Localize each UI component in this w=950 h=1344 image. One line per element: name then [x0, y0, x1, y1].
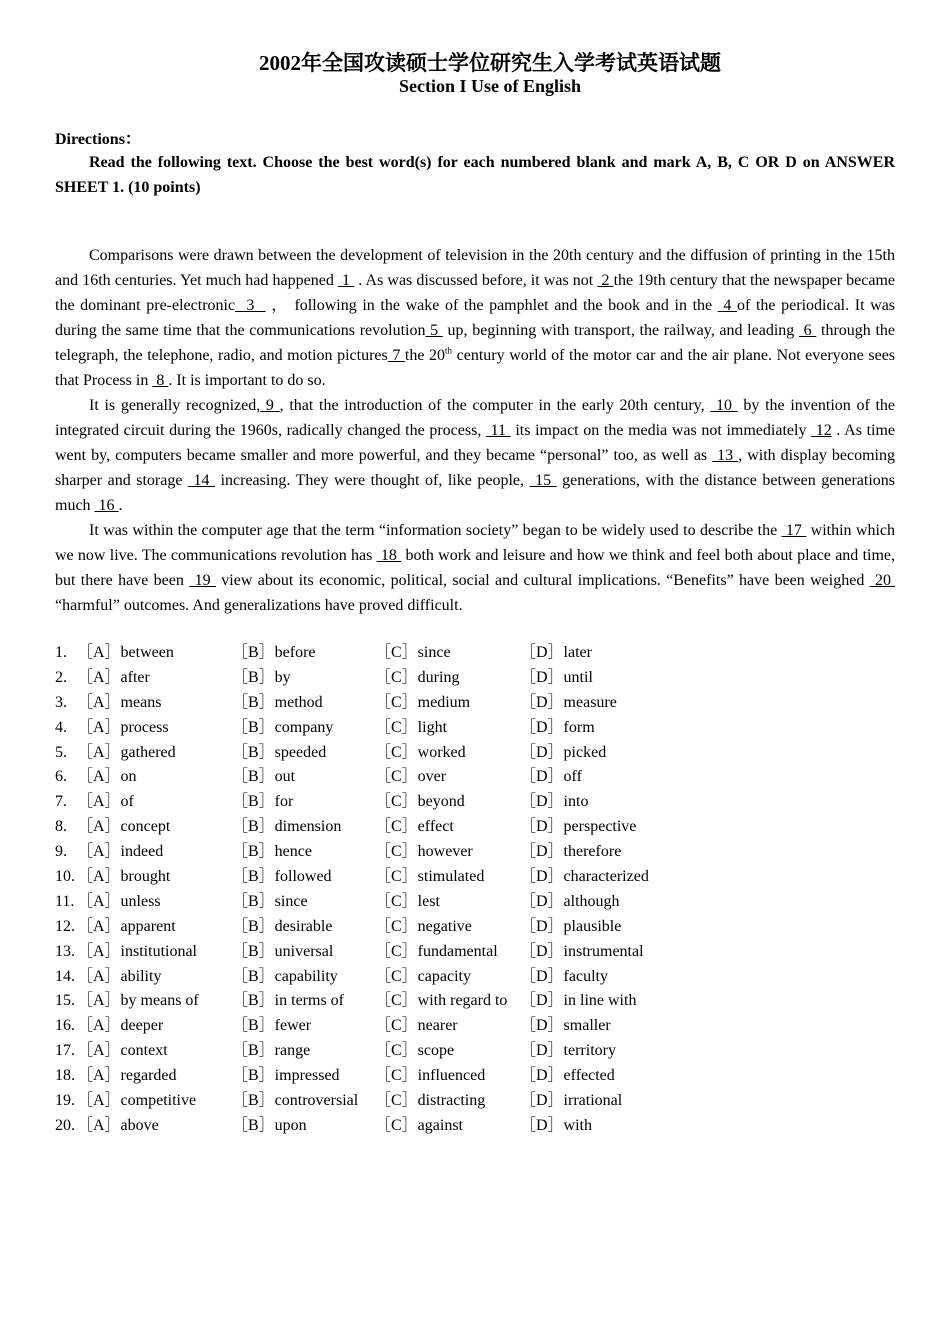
- question-11-options: [55, 890, 755, 915]
- option-d: ［D］in line with: [520, 992, 637, 1010]
- option-c: ［C］effect: [375, 818, 454, 836]
- question-2-options: [55, 666, 755, 691]
- option-b: ［B］dimension: [232, 818, 342, 836]
- cloze-passage: [55, 243, 895, 618]
- blank-17: 17: [781, 522, 807, 539]
- question-number: 4.: [55, 718, 67, 736]
- blank-5: 5: [425, 322, 443, 339]
- option-b: ［B］out: [232, 768, 296, 786]
- directions-label: Directions：: [55, 131, 141, 148]
- passage-text: It is generally recognized,: [89, 397, 261, 414]
- blank-3: 3: [235, 297, 266, 314]
- option-c: ［C］since: [375, 644, 451, 661]
- option-a: ［A］competitive: [77, 1092, 197, 1110]
- question-1-options: [55, 641, 755, 666]
- option-c: ［C］influenced: [375, 1067, 486, 1085]
- option-c: ［C］light: [375, 718, 448, 736]
- blank-16: 16: [94, 497, 119, 514]
- option-a: ［A］of: [77, 793, 134, 811]
- option-b: ［B］fewer: [232, 1017, 312, 1035]
- passage-text: within which we now live. The communications revolution has: [55, 522, 896, 564]
- question-10-options: [55, 865, 755, 890]
- blank-19: 19: [189, 572, 216, 589]
- option-c: ［C］medium: [375, 693, 471, 711]
- option-c: ［C］negative: [375, 917, 472, 935]
- option-a: ［A］concept: [77, 818, 171, 836]
- blank-14: 14: [187, 472, 216, 489]
- option-d: ［D］instrumental: [520, 942, 644, 960]
- option-a: ［A］institutional: [77, 942, 198, 960]
- question-9-options: [55, 840, 755, 865]
- question-number: 16.: [55, 1017, 75, 1035]
- option-b: ［B］by: [232, 668, 291, 686]
- option-c: ［C］stimulated: [375, 868, 485, 886]
- passage-text: view about its economic, political, social and cultural implications. “Benefits” have been weighed: [215, 572, 870, 589]
- passage-text: Comparisons were drawn between the development of television in the 20th century and the diffusion of printing in the 15th and 16th centuries. Yet much had happened: [55, 247, 895, 289]
- option-d: ［D］later: [520, 644, 592, 661]
- question-14-options: [55, 965, 755, 990]
- answer-options-list: [55, 641, 755, 1139]
- option-d: ［D］characterized: [520, 868, 649, 886]
- option-c: ［C］however: [375, 843, 473, 861]
- question-12-options: [55, 915, 755, 940]
- question-19-options: [55, 1089, 755, 1114]
- blank-15: 15: [529, 472, 557, 489]
- option-c: ［C］over: [375, 768, 447, 786]
- question-number: 5.: [55, 743, 67, 761]
- option-a: ［A］brought: [77, 868, 171, 886]
- option-a: ［A］means: [77, 693, 162, 711]
- option-a: ［A］apparent: [77, 917, 176, 935]
- option-c: ［C］nearer: [375, 1017, 458, 1035]
- option-d: ［D］into: [520, 793, 589, 811]
- option-b: ［B］company: [232, 718, 334, 736]
- passage-text: century world of the motor car and the air plane. Not everyone sees that Process in: [55, 347, 896, 389]
- option-b: ［B］upon: [232, 1116, 307, 1134]
- question-20-options: [55, 1114, 755, 1139]
- passage-text: its impact on the media was not immediately: [510, 422, 812, 439]
- option-d: ［D］smaller: [520, 1017, 611, 1035]
- blank-6: 6: [798, 322, 817, 339]
- option-b: ［B］method: [232, 693, 323, 711]
- option-d: ［D］faculty: [520, 967, 608, 985]
- option-d: ［D］until: [520, 668, 593, 686]
- option-b: ［B］for: [232, 793, 294, 811]
- option-d: ［D］territory: [520, 1042, 616, 1060]
- passage-text: . It is important to do so.: [168, 372, 326, 389]
- question-5-options: [55, 741, 755, 766]
- option-d: ［D］therefore: [520, 843, 622, 861]
- paragraph-3: [55, 518, 895, 618]
- option-b: ［B］speeded: [232, 743, 327, 761]
- option-a: ［A］gathered: [77, 743, 176, 761]
- superscript-th: th: [445, 345, 453, 356]
- option-d: ［D］irrational: [520, 1092, 623, 1110]
- option-a: ［A］after: [77, 668, 150, 686]
- passage-text: through the telegraph, the telephone, radio, and motion pictures: [55, 322, 896, 364]
- option-d: ［D］perspective: [520, 818, 637, 836]
- option-a: ［A］between: [77, 644, 174, 661]
- option-a: ［A］regarded: [77, 1067, 177, 1085]
- passage-text: the 19th century that the newspaper became the dominant pre-electronic: [55, 272, 896, 314]
- option-b: ［B］universal: [232, 942, 334, 960]
- blank-4: 4: [717, 297, 738, 314]
- option-b: ［B］range: [232, 1042, 311, 1060]
- question-number: 19.: [55, 1092, 75, 1110]
- question-13-options: [55, 940, 755, 965]
- question-18-options: [55, 1064, 755, 1089]
- option-b: ［B］capability: [232, 967, 338, 985]
- option-a: ［A］process: [77, 718, 169, 736]
- option-d: ［D］measure: [520, 693, 617, 711]
- question-number: 10.: [55, 868, 75, 886]
- directions-text: Read the following text. Choose the best word(s) for each numbered blank and mark A, B, C OR D on ANSWER SHEET 1. (10 points): [55, 154, 895, 196]
- passage-text: . As time went by, computers became smaller and more powerful, and they became “personal” too, as well as: [55, 422, 896, 464]
- option-d: ［D］plausible: [520, 917, 622, 935]
- option-d: ［D］form: [520, 718, 595, 736]
- passage-text: of the periodical. It was during the same time that the communications revolution: [55, 297, 896, 339]
- question-number: 1.: [55, 644, 67, 661]
- question-17-options: [55, 1039, 755, 1064]
- question-number: 14.: [55, 967, 75, 985]
- question-number: 12.: [55, 917, 75, 935]
- option-a: ［A］ability: [77, 967, 162, 985]
- question-3-options: [55, 691, 755, 716]
- question-4-options: [55, 716, 755, 741]
- page-title: 2002年全国攻读硕士学位研究生入学考试英语试题: [259, 51, 721, 75]
- option-c: ［C］during: [375, 668, 460, 686]
- passage-text: generations, with the distance between generations much: [55, 472, 896, 514]
- option-c: ［C］against: [375, 1116, 463, 1134]
- question-8-options: [55, 815, 755, 840]
- option-c: ［C］capacity: [375, 967, 471, 985]
- option-a: ［A］indeed: [77, 843, 164, 861]
- question-16-options: [55, 1014, 755, 1039]
- question-number: 7.: [55, 793, 67, 811]
- option-c: ［C］with regard to: [375, 992, 508, 1010]
- passage-text: up, beginning with transport, the railway, and leading: [442, 322, 799, 339]
- question-number: 17.: [55, 1042, 75, 1060]
- passage-text: the 20: [404, 347, 446, 364]
- blank-8: 8: [152, 372, 169, 389]
- option-b: ［B］hence: [232, 843, 312, 861]
- option-d: ［D］off: [520, 768, 582, 786]
- option-a: ［A］unless: [77, 892, 161, 910]
- option-c: ［C］fundamental: [375, 942, 498, 960]
- blank-12: 12: [811, 422, 832, 439]
- option-b: ［B］in terms of: [232, 992, 344, 1010]
- question-number: 18.: [55, 1067, 75, 1085]
- blank-2: 2: [597, 272, 614, 289]
- passage-text: . As was discussed before, it was not: [354, 272, 598, 289]
- passage-text: , with display becoming sharper and storage: [55, 447, 896, 489]
- option-b: ［B］before: [232, 644, 316, 661]
- question-15-options: [55, 989, 755, 1014]
- passage-text: , that the introduction of the computer in the early 20th century,: [279, 397, 711, 414]
- option-b: ［B］impressed: [232, 1067, 340, 1085]
- blank-11: 11: [485, 422, 511, 439]
- passage-text: ， following in the wake of the pamphlet and the book and in the: [265, 297, 718, 314]
- option-a: ［A］above: [77, 1116, 159, 1134]
- blank-20: 20: [869, 572, 896, 589]
- passage-text: both work and leisure and how we think and feel both about place and time, but there have been: [55, 547, 896, 589]
- question-number: 15.: [55, 992, 75, 1010]
- option-a: ［A］context: [77, 1042, 168, 1060]
- option-a: ［A］by means of: [77, 992, 199, 1010]
- passage-text: “harmful” outcomes. And generalizations have proved difficult.: [55, 597, 463, 614]
- paragraph-2: [55, 393, 895, 518]
- question-number: 20.: [55, 1116, 75, 1134]
- option-b: ［B］followed: [232, 868, 332, 886]
- question-7-options: [55, 790, 755, 815]
- option-d: ［D］picked: [520, 743, 607, 761]
- passage-text: It was within the computer age that the term “information society” began to be widely used to describe the: [89, 522, 782, 539]
- blank-10: 10: [710, 397, 738, 414]
- option-c: ［C］distracting: [375, 1092, 486, 1110]
- question-number: 11.: [55, 892, 75, 910]
- question-number: 8.: [55, 818, 67, 836]
- option-c: ［C］beyond: [375, 793, 465, 811]
- question-number: 13.: [55, 942, 75, 960]
- question-number: 6.: [55, 768, 67, 786]
- option-b: ［B］controversial: [232, 1092, 359, 1110]
- passage-text: .: [118, 497, 123, 514]
- paragraph-1: [55, 243, 895, 393]
- passage-text: increasing. They were thought of, like people,: [215, 472, 530, 489]
- question-number: 9.: [55, 843, 67, 861]
- option-d: ［D］with: [520, 1116, 593, 1134]
- option-c: ［C］scope: [375, 1042, 455, 1060]
- section-title: Section I Use of English: [398, 76, 582, 96]
- blank-1: 1: [337, 272, 355, 289]
- option-c: ［C］worked: [375, 743, 466, 761]
- blank-18: 18: [376, 547, 402, 564]
- option-b: ［B］since: [232, 892, 308, 910]
- question-6-options: [55, 765, 755, 790]
- blank-13: 13: [712, 447, 739, 464]
- blank-7: 7: [387, 347, 405, 364]
- option-a: ［A］deeper: [77, 1017, 164, 1035]
- blank-9: 9: [260, 397, 280, 414]
- question-number: 3.: [55, 693, 67, 711]
- option-d: ［D］effected: [520, 1067, 615, 1085]
- passage-text: by the invention of the integrated circuit during the 1960s, radically changed the process,: [55, 397, 896, 439]
- option-b: ［B］desirable: [232, 917, 333, 935]
- option-a: ［A］on: [77, 768, 137, 786]
- option-c: ［C］lest: [375, 892, 440, 910]
- option-d: ［D］although: [520, 892, 620, 910]
- question-number: 2.: [55, 668, 67, 686]
